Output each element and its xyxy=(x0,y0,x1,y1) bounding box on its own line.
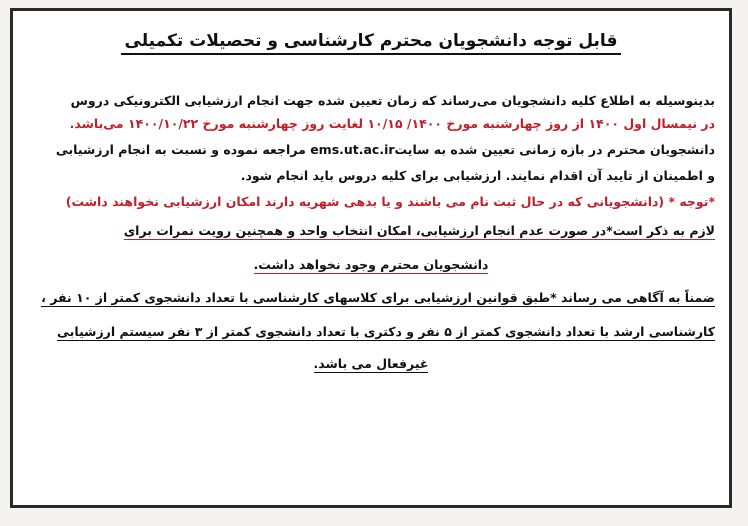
paragraph2-line3: غیرفعال می باشد. xyxy=(313,356,429,371)
paragraph1-line2: در نیمسال اول ۱۴۰۰ از روز چهارشنبه مورخ ۱۴۰۰/ ۱۰/۱۵ لغایت روز چهارشنبه مورخ ۱۴۰۰/۱۰/۲۲ می‌باشد. xyxy=(69,116,715,131)
paragraph2-line2-wrap xyxy=(27,322,715,342)
note-line1: *توجه * (دانشجویانی که در حال ثبت نام می باشند و یا بدهی شهریه دارند امکان ارزشیابی نخواهند داشت) xyxy=(65,194,715,209)
note-line2-wrap xyxy=(27,221,715,241)
note-line3: دانشجویان محترم وجود نخواهد داشت. xyxy=(253,257,489,272)
paragraph1-line4: و اطمینان از تایید آن اقدام نمایند. ارزشیابی برای کلیه دروس باید انجام شود. xyxy=(240,168,715,183)
title-text: قابل توجه دانشجویان محترم کارشناسی و تحصیلات تکمیلی xyxy=(121,31,622,55)
paragraph2-line1-wrap xyxy=(27,288,715,308)
paragraph2-line2: کارشناسی ارشد با تعداد دانشجوی کمتر از ۵ نفر و دکتری با تعداد دانشجوی کمتر از ۳ نفر سیستم ارزشیابی xyxy=(57,324,715,339)
paragraph2-line1: ضمناً به آگاهی می رساند *طبق قوانین ارزشیابی برای کلاسهای کارشناسی با تعداد دانشجوی کمتر از ۱۰ نفر ، xyxy=(41,290,715,305)
notice-frame xyxy=(10,8,732,508)
paragraph1-line3: دانشجویان محترم در بازه زمانی تعیین شده به سایتems.ut.ac.ir مراجعه نموده و نسبت به انجام ارزشیابی xyxy=(55,142,715,157)
paragraph2-line3-wrap xyxy=(27,354,715,374)
notice-title xyxy=(13,31,729,51)
paragraph1-line1: بدینوسیله به اطلاع کلیه دانشجویان می‌رساند که زمان تعیین شده جهت انجام ارزشیابی الکترونیکی دروس xyxy=(70,93,715,108)
note-line3-wrap xyxy=(27,255,715,275)
note-line2: لازم به ذکر است*در صورت عدم انجام ارزشیابی، امکان انتخاب واحد و همچنین رویت نمرات برای xyxy=(123,223,715,238)
